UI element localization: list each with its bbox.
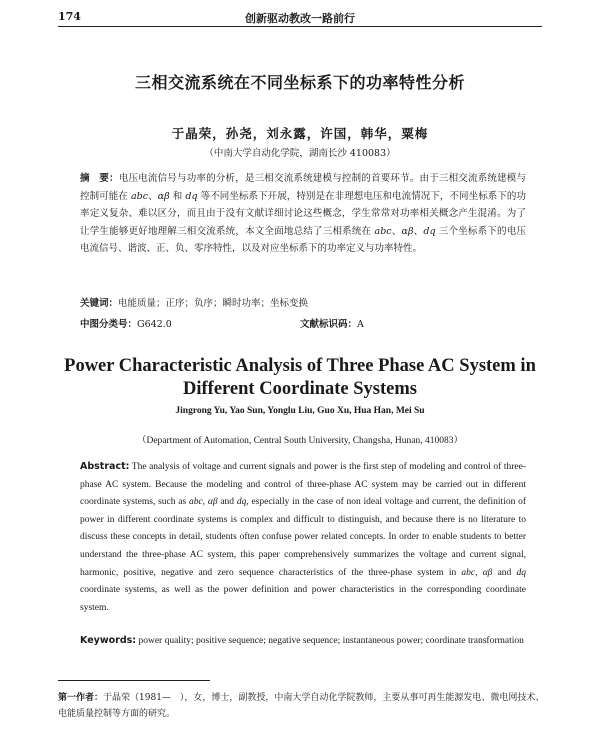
chinese-abstract-term: dq <box>185 190 198 202</box>
english-title <box>0 355 600 401</box>
english-abstract-text: The analysis of voltage and current signals and power is the first step of modeling and control of three-phase AC system. Because the modeling and control of three-phase AC system may be carried out in different coordinate systems, such as <box>80 462 526 508</box>
english-keywords <box>80 632 526 651</box>
chinese-abstract-term: abc <box>374 225 392 237</box>
english-abstract-text: , <box>475 567 483 578</box>
english-abstract-term: dq <box>236 497 247 508</box>
chinese-abstract-text: 、 <box>413 225 424 237</box>
chinese-abstract-text: 、 <box>391 225 402 237</box>
clc-label: 中图分类号： <box>80 319 138 330</box>
running-header <box>58 6 542 27</box>
chinese-abstract-term: abc <box>130 190 149 202</box>
english-abstract-text: and <box>217 497 237 508</box>
english-abstract-text: coordinate systems, as well as the power definition and power characteristics in the corresponding coordinate system. <box>80 585 526 613</box>
english-abstract-term: αβ <box>207 497 218 508</box>
english-affiliation: （Department of Automation, Central South University, Changsha, Hunan, 410083） <box>136 436 464 446</box>
english-keywords-label: Keywords: <box>80 635 137 646</box>
english-abstract-term: abc <box>461 567 476 578</box>
english-abstract-term: dq <box>516 567 526 578</box>
footnote-text: 于晶荣（1981— ），女，博士，副教授，中南大学自动化学院教师，主要从事可再生能源发电、微电网技术、电能质量控制等方面的研究。 <box>58 693 545 719</box>
chinese-abstract-term: αβ <box>157 190 170 202</box>
footnote-divider <box>58 680 210 681</box>
chinese-authors: 于晶荣，孙尧，刘永露，许国，韩华，粟梅 <box>171 126 429 141</box>
english-abstract-label: Abstract: <box>80 461 130 472</box>
document-code-label: 文献标识码： <box>300 319 358 330</box>
english-abstract-text: and <box>492 567 517 578</box>
clc-value: G642.0 <box>137 319 172 330</box>
footnote-label: 第一作者： <box>58 693 104 703</box>
chinese-keywords-label: 关键词： <box>80 298 119 309</box>
chinese-abstract-term: αβ <box>401 225 414 237</box>
chinese-abstract-label: 摘 要： <box>80 173 119 184</box>
english-abstract-term: abc <box>188 497 203 508</box>
english-abstract-text: , <box>202 497 208 508</box>
running-title: 创新驱动教改一路前行 <box>245 12 355 25</box>
author-footnote <box>58 690 548 722</box>
english-title-line: Power Characteristic Analysis of Three Phase AC System in <box>64 356 536 376</box>
english-abstract-text: , especially in the case of non ideal voltage and current, the definition of power in different coordinate systems is complex and difficult to distinguish, and because there is no literature to discuss these concepts in detail, students often confuse power related concepts. In order to enable students to better understand the three-phase AC system, this paper comprehensively summarizes the voltage and current signal, harmonic, positive, negative and zero sequence characteristics of the three-phase system in <box>80 497 527 578</box>
chinese-keywords <box>80 295 308 309</box>
document-code-value: A <box>357 319 364 330</box>
document-code <box>300 316 364 330</box>
chinese-abstract-text: 三个坐标系下的电压电流信号、谐波、正、负、零序特性，以及对应坐标系下的功率定义与功率特性。 <box>80 225 526 255</box>
chinese-abstract-text: 电压电流信号与功率的分析，是三相交流系统建模与控制的首要环节。由于三相交流系统建模与控制可能在 <box>80 173 526 202</box>
chinese-abstract-term: dq <box>423 225 436 237</box>
chinese-abstract-text: 等不同坐标系下开展，特别是在非理想电压和电流情况下，不同坐标系下的功率定义复杂、难以区分，而且由于没有文献详细讨论这些概念，学生常常对功率相关概念产生混淆。为了让学生能够更好地理解三相交流系统，本文全面地总结了三相系统在 <box>80 190 526 237</box>
english-title-line: Different Coordinate Systems <box>183 379 417 399</box>
chinese-keywords-text: 电能质量；正序；负序；瞬时功率；坐标变换 <box>118 298 309 309</box>
english-keywords-text: power quality; positive sequence; negative sequence; instantaneous power; coordinate transformation <box>136 636 524 646</box>
english-abstract <box>80 458 526 617</box>
page-number: 174 <box>58 10 81 23</box>
chinese-affiliation: （中南大学自动化学院，湖南长沙 410083） <box>204 148 396 159</box>
english-authors: Jingrong Yu, Yao Sun, Yonglu Liu, Guo Xu, Hua Han, Mei Su <box>175 406 425 416</box>
clc-number <box>80 316 172 330</box>
chinese-abstract-text: 、 <box>148 190 158 202</box>
chinese-abstract <box>80 170 526 258</box>
chinese-abstract-text: 和 <box>169 190 186 202</box>
chinese-title: 三相交流系统在不同坐标系下的功率特性分析 <box>134 73 465 92</box>
english-abstract-term: αβ <box>482 567 493 578</box>
